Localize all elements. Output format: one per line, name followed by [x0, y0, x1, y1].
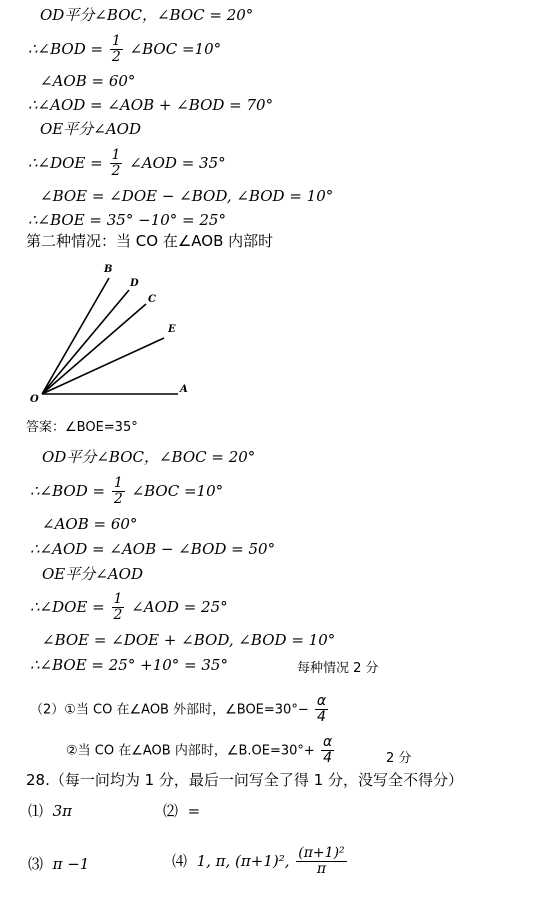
score-note-each-case: 每种情况 2 分 — [297, 661, 379, 676]
q28-answer-2 — [163, 804, 200, 819]
q28-answer-3 — [28, 857, 89, 872]
case2-line-4: ∴∠AOD = ∠AOB − ∠BOD = 50° — [30, 540, 276, 558]
part2-line-1-pre: （2）①当 CO 在∠AOB 外部时，∠BOE=30°− — [30, 702, 309, 718]
case1-line-1: OD平分∠BOC，∠BOC = 20° — [40, 6, 254, 24]
point-label-O: O — [30, 394, 39, 405]
q28-answer-3-value: π −1 — [52, 855, 90, 873]
case1-line-7: ∠BOE = ∠DOE − ∠BOD, ∠BOD = 10° — [40, 187, 334, 205]
case2-line-6-pre: ∴∠DOE = — [30, 597, 105, 616]
case2-line-1: OD平分∠BOC，∠BOC = 20° — [42, 448, 256, 466]
case2-line-2-pre: ∴∠BOD = — [30, 481, 106, 500]
case2-fraction-half: $\frac{1}{2}$ — [113, 475, 123, 508]
part2-line-2 — [66, 735, 336, 767]
case2-line-3: ∠AOB = 60° — [42, 515, 138, 533]
part2-fraction-alpha-over-4: $\frac{\alpha}{4}$ — [316, 693, 327, 726]
q28-answer-4-label: ⑷ — [172, 851, 188, 870]
ray-OD — [42, 290, 129, 394]
point-label-D: D — [130, 278, 139, 289]
part2-line-1 — [30, 694, 330, 726]
case1-line-6 — [28, 148, 226, 180]
case1-fraction-half-2: $\frac{1}{2}$ — [111, 147, 121, 180]
case1-line-3: ∠AOB = 60° — [40, 72, 136, 90]
case1-line-2 — [28, 34, 221, 66]
case1-line-2-post: ∠BOC =10° — [129, 39, 222, 58]
case2-line-7: ∠BOE = ∠DOE + ∠BOD, ∠BOD = 10° — [42, 631, 336, 649]
q28-answer-4 — [172, 846, 349, 878]
q28-answer-1 — [28, 804, 72, 819]
part2-line-2-pre: ②当 CO 在∠AOB 内部时，∠B.OE=30°+ — [66, 743, 315, 759]
part2-fraction-alpha-over-4-2: $\frac{\alpha}{4}$ — [322, 734, 333, 767]
case2-heading: 第二种情况：当 CO 在∠AOB 内部时 — [26, 232, 274, 250]
case2-line-6-post: ∠AOD = 25° — [131, 597, 228, 616]
case2-line-8: ∴∠BOE = 25° +10° = 35° — [30, 656, 228, 674]
case1-line-5: OE平分∠AOD — [40, 120, 141, 138]
case2-line-2-post: ∠BOC =10° — [131, 481, 224, 500]
ray-OB — [42, 278, 109, 394]
case2-line-5: OE平分∠AOD — [42, 565, 143, 583]
case2-fraction-half-2: $\frac{1}{2}$ — [113, 591, 123, 624]
case2-line-6 — [30, 592, 228, 624]
case1-line-2-pre: ∴∠BOD = — [28, 39, 104, 58]
part2-score: 2 分 — [386, 751, 412, 766]
q28-answer-1-value: 3π — [52, 802, 72, 820]
case1-line-8: ∴∠BOE = 35° −10° = 25° — [28, 211, 226, 229]
case2-line-2 — [30, 476, 223, 508]
case1-line-6-post: ∠AOD = 35° — [129, 153, 226, 172]
q28-answer-2-label: ⑵ — [163, 802, 179, 820]
ray-OE — [42, 338, 164, 394]
q28-answer-1-label: ⑴ — [28, 802, 44, 820]
q28-answer-4-fraction: $\frac{\text{(π+1)²}}{\pi}$ — [298, 845, 345, 878]
point-label-A: A — [180, 384, 188, 395]
answer-line: 答案：∠BOE=35° — [26, 420, 138, 435]
point-label-C: C — [148, 294, 156, 305]
q28-answer-4-value: 1, π, (π+1)², — [196, 851, 295, 870]
case1-line-4: ∴∠AOD = ∠AOB + ∠BOD = 70° — [28, 96, 274, 114]
angle-diagram — [26, 258, 206, 408]
q28-answer-2-value: = — [187, 802, 201, 820]
case1-line-6-pre: ∴∠DOE = — [28, 153, 103, 172]
case1-fraction-half: $\frac{1}{2}$ — [111, 33, 121, 66]
q28-answer-3-label: ⑶ — [28, 855, 44, 873]
ray-OC — [42, 304, 146, 394]
point-label-B: B — [104, 264, 113, 275]
q28-heading: 28.（每一问均为 1 分，最后一问写全了得 1 分，没写全不得分） — [26, 771, 464, 789]
point-label-E: E — [168, 324, 176, 335]
